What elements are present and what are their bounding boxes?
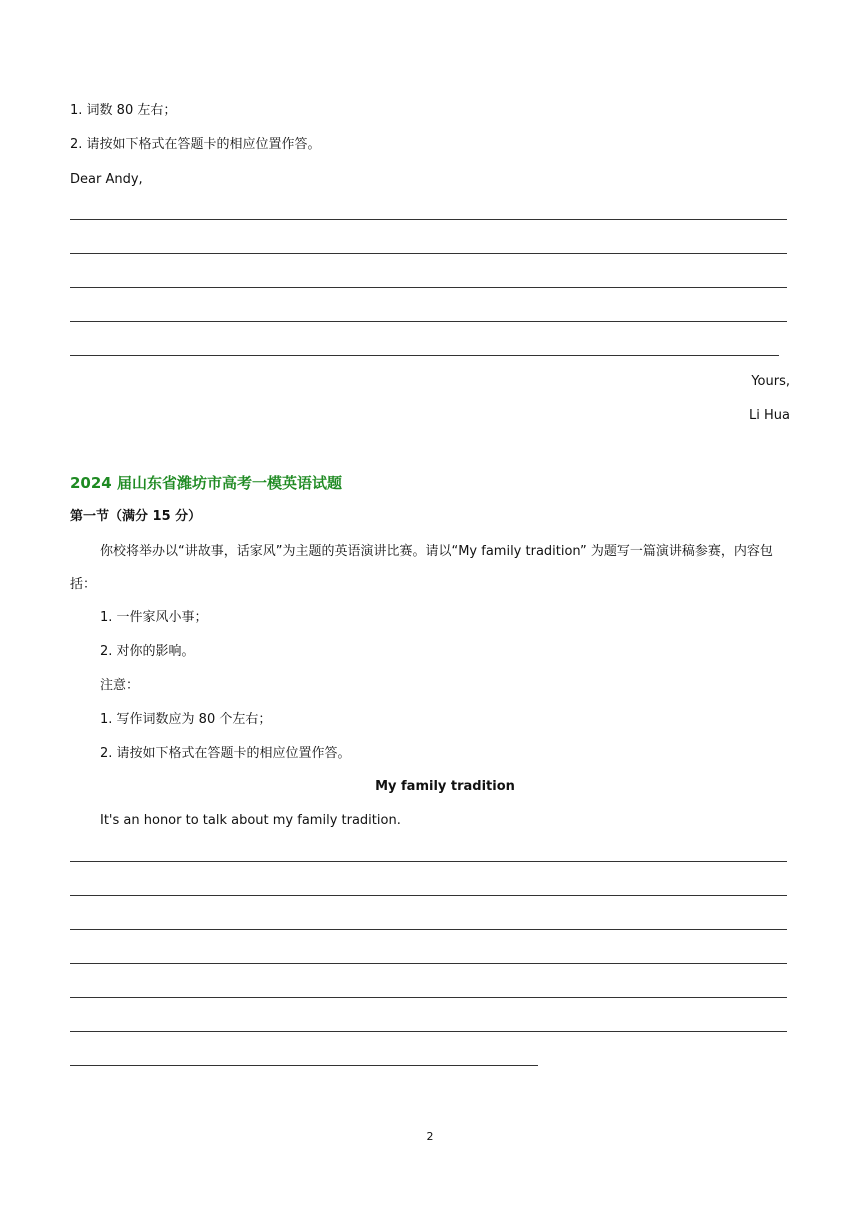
answer-line — [70, 1065, 538, 1066]
answer-line — [70, 963, 787, 964]
answer-line — [70, 219, 787, 220]
word-count-note: 1. 词数 80 左右； — [70, 103, 177, 118]
answer-line — [70, 861, 787, 862]
exam-title: 2024 届山东省潍坊市高考一模英语试题 — [70, 474, 342, 492]
section-subtitle: 第一节（满分 15 分） — [70, 509, 202, 524]
notice-item-1: 1. 写作词数应为 80 个左右； — [100, 712, 272, 727]
notice-item-2: 2. 请按如下格式在答题卡的相应位置作答。 — [100, 746, 351, 761]
content-item-1: 1. 一件家风小事； — [100, 610, 208, 625]
task-prompt: 你校将举办以“讲故事，话家风”为主题的英语演讲比赛。请以“My family tradition” 为题写一篇演讲稿参赛，内容包括： — [70, 544, 773, 592]
letter-signature: Li Hua — [749, 408, 790, 423]
format-note: 2. 请按如下格式在答题卡的相应位置作答。 — [70, 137, 321, 152]
page-number: 2 — [426, 1130, 434, 1143]
answer-line — [70, 355, 779, 356]
answer-line — [70, 997, 787, 998]
answer-line — [70, 287, 787, 288]
essay-opening-sentence: It's an honor to talk about my family tradition. — [100, 813, 401, 828]
essay-title: My family tradition — [375, 779, 515, 794]
notice-label: 注意： — [100, 678, 140, 693]
answer-line — [70, 321, 787, 322]
answer-line — [70, 895, 787, 896]
answer-line — [70, 929, 787, 930]
letter-closing: Yours, — [751, 374, 790, 389]
answer-line — [70, 253, 787, 254]
salutation: Dear Andy, — [70, 172, 143, 187]
answer-line — [70, 1031, 787, 1032]
content-item-2: 2. 对你的影响。 — [100, 644, 195, 659]
